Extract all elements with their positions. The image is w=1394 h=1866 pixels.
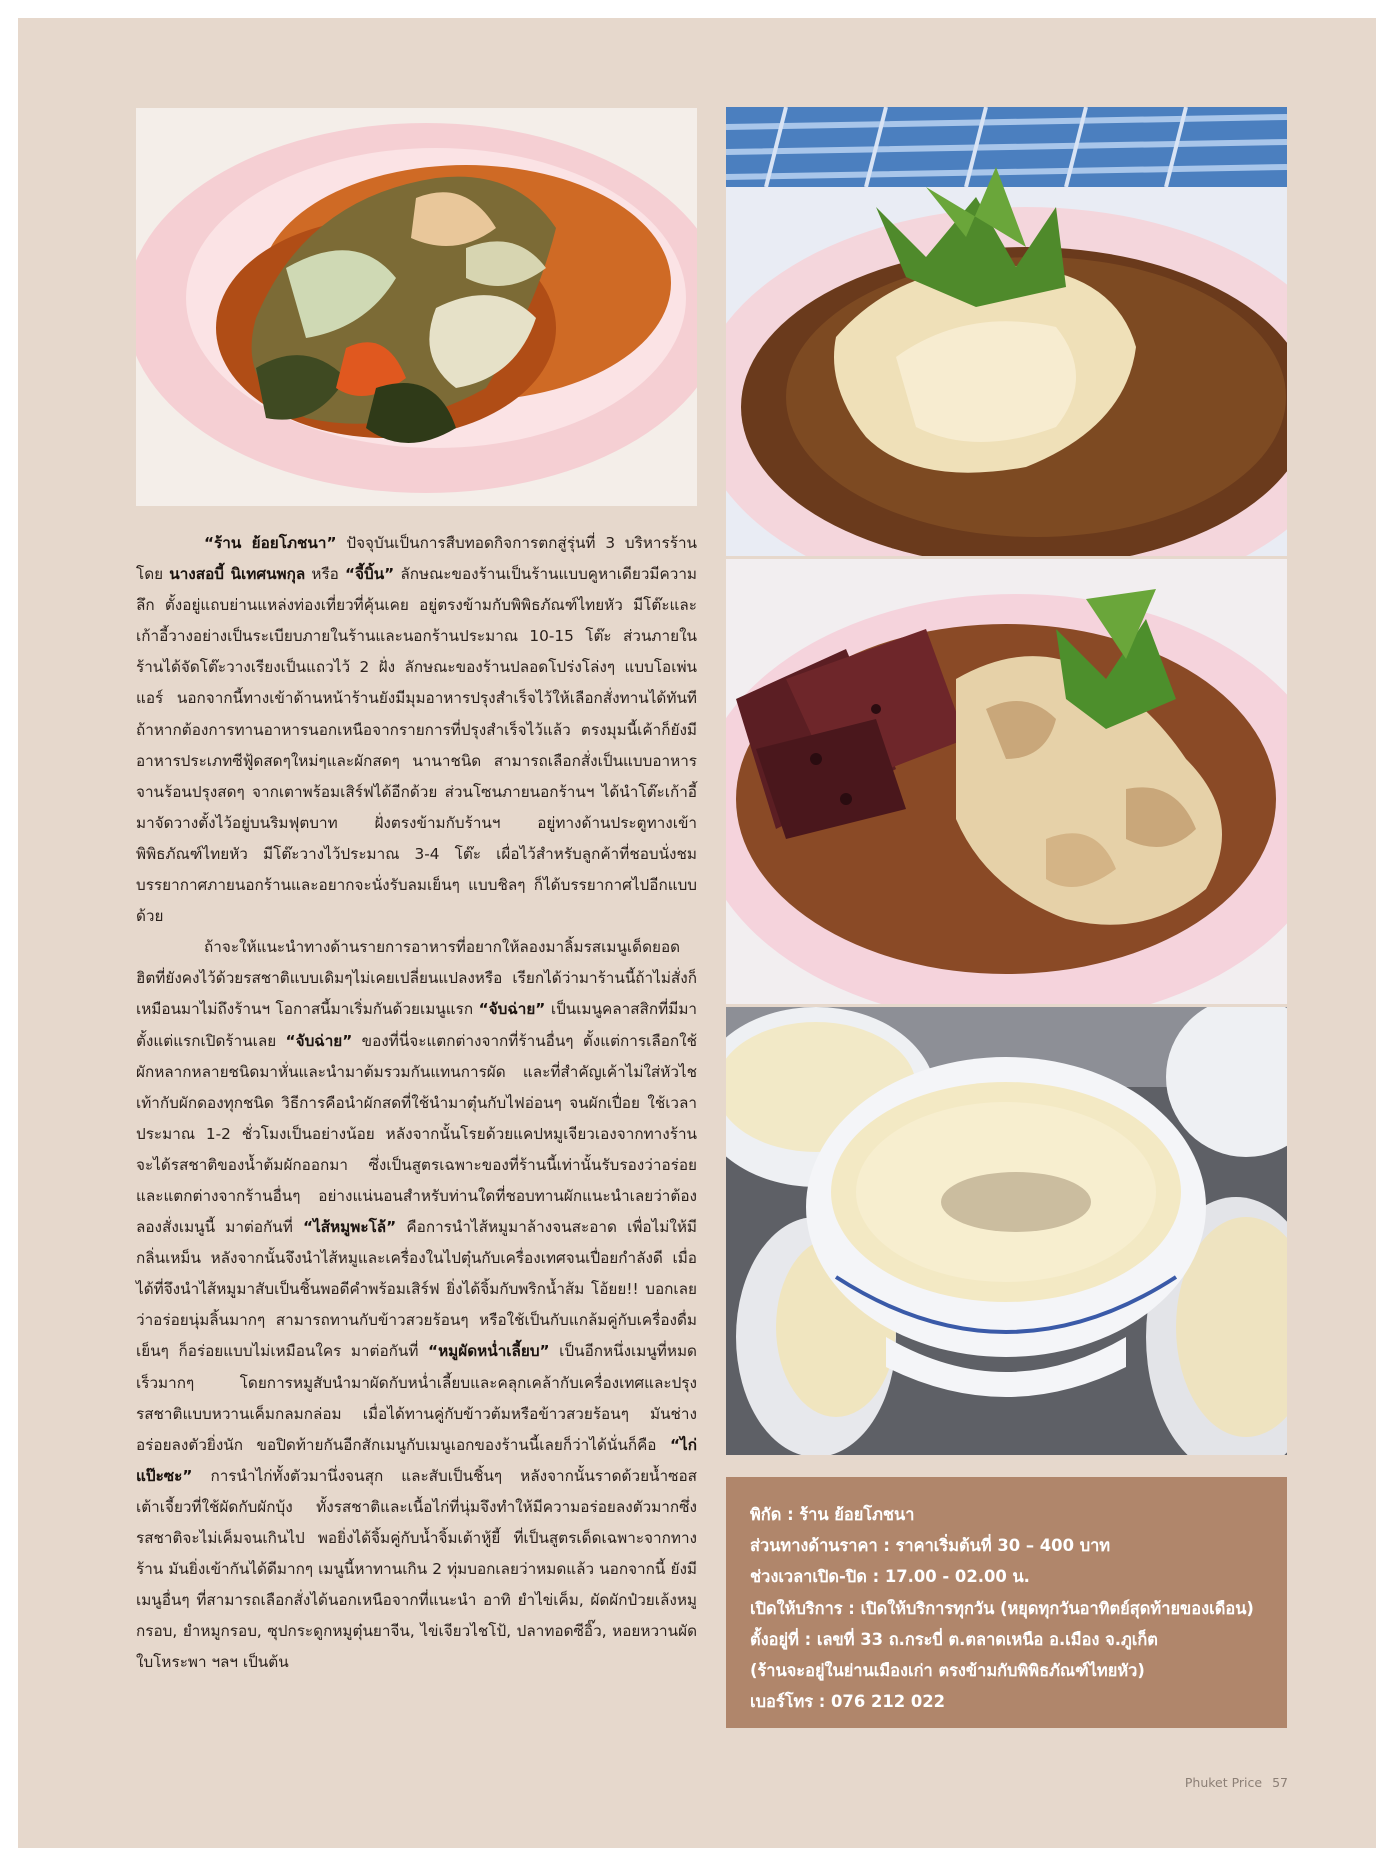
info-address-note: (ร้านจะอยู่ในย่านเมืองเก่า ตรงข้ามกับพิพิธภัณฑ์ไทยหัว) [750,1661,1145,1681]
info-hours: ช่วงเวลาเปิด-ปิด : 17.00 - 02.00 น. [750,1567,1030,1587]
menu-jab-chai-2: “จับฉ่าย” [285,1031,353,1050]
info-address: ตั้งอยู่ที่ : เลขที่ 33 ถ.กระบี่ ต.ตลาดเหนือ อ.เมือง จ.ภูเก็ต [750,1629,1158,1649]
magazine-name: Phuket Price [1184,1775,1263,1790]
info-coordinates: พิกัด : ร้าน ย้อยโภชนา [750,1505,915,1524]
owner-nickname-bold: “จี้บิ้น” [344,565,395,584]
page-footer [1160,1775,1288,1790]
paragraph-restaurant-intro: “ร้าน ย้อยโภชนา” ปัจจุบันเป็นการสืบทอดกิจการตกสู่รุ่นที่ 3 บริหารร้านโดย นางสอบี้ นิเทศนพกุล หรือ “จี้บิ้น” ลักษณะของร้านเป็นร้านแบบคูหาเดียวมีความลึก ตั้งอยู่แถบย่านแหล่งท่องเที่ยวที่คุ้นเคย อยู่ตรงข้ามกับพิพิธภัณฑ์ไทยหัว มีโต๊ะและเก้าอี้วางอย่างเป็นระเบียบภายในร้านและนอกร้านประมาณ 10-15 โต๊ะ ส่วนภายในร้านได้จัดโต๊ะวางเรียงเป็นแถวไว้ 2 ฝั่ง ลักษณะของร้านปลอดโปร่งโล่งๆ แบบโอเพ่นแอร์ นอกจากนี้ทางเข้าด้านหน้าร้านยังมีมุมอาหารปรุงสำเร็จไว้ให้เลือกสั่งทานได้ทันที ถ้าหากต้องการทานอาหารนอกเหนือจากรายการที่ปรุงสำเร็จไว้แล้ว ตรงมุมนี้เค้าก็ยังมีอาหารประเภทซีฟู้ดสดๆใหม่ๆและผักสดๆ นานาชนิด สามารถเลือกสั่งเป็นแบบอาหารจานร้อนปรุงสดๆ จากเตาพร้อมเสิร์ฟได้อีกด้วย ส่วนโซนภายนอกร้านฯ ได้นำโต๊ะเก้าอี้มาจัดวางตั้งไว้อยู่บนริมฟุตบาท ฝั่งตรงข้ามกับร้านฯ อยู่ทางด้านประตูทางเข้าพิพิธภัณฑ์ไทยหัว มีโต๊ะวางไว้ประมาณ 3-4 โต๊ะ เผื่อไว้สำหรับลูกค้าที่ชอบนั่งชมบรรยากาศภายนอกร้านและอยากจะนั่งรับลมเย็นๆ แบบชิลๆ ก็ได้บรรยากาศไปอีกแบบด้วย [136,534,697,926]
photo-jab-chai [136,108,697,506]
menu-jab-chai: “จับฉ่าย” [478,1000,546,1019]
restaurant-name-bold: “ร้าน ย้อยโภชนา” [204,534,337,552]
photo-chicken-pae-sa [726,107,1287,556]
photo-steamed-egg [726,1007,1287,1455]
menu-pork-nam-liap: “หมูผัดหน่ำเลี้ยบ” [428,1342,550,1361]
menu-pork-intestine: “ไส้หมูพะโล้” [303,1218,397,1237]
restaurant-info-box [726,1477,1287,1728]
paragraph-menu-recommendations: ถ้าจะให้แนะนำทางด้านรายการอาหารที่อยากให้ลองมาลิ้มรสเมนูเด็ดยอดฮิตที่ยังคงไว้ด้วยรสชาติแบบเดิมๆไม่เคยเปลี่ยนแปลงหรือ เรียกได้ว่ามาร้านนี้ถ้าไม่สั่งก็เหมือนมาไม่ถึงร้านฯ โอกาสนี้มาเริ่มกันด้วยเมนูแรก “จับฉ่าย” เป็นเมนูคลาสสิกที่มีมาตั้งแต่แรกเปิดร้านเลย “จับฉ่าย” ของที่นี่จะแตกต่างจากที่ร้านอื่นๆ ตั้งแต่การเลือกใช้ผักหลากหลายชนิดมาหั่นและนำมาต้มรวมกันแทนการผัด และที่สำคัญเค้าไม่ใส่หัวไชเท้ากับผักดองทุกชนิด วิธีการคือนำผักสดที่ใช้นำมาตุ๋นกับไฟอ่อนๆ จนผักเปื่อย ใช้เวลาประมาณ 1-2 ชั่วโมงเป็นอย่างน้อย หลังจากนั้นโรยด้วยแคปหมูเจียวเองจากทางร้าน จะได้รสชาติของน้ำต้มผักออกมา ซึ่งเป็นสูตรเฉพาะของที่ร้านนี้เท่านั้นรับรองว่าอร่อยและแตกต่างจากร้านอื่นๆ อย่างแน่นอนสำหรับท่านใดที่ชอบทานผักแนะนำเลยว่าต้องลองสั่งเมนูนี้ มาต่อกันที่ “ไส้หมูพะโล้” คือการนำไส้หมูมาล้างจนสะอาด เพื่อไม่ให้มีกลิ่นเหม็น หลังจากนั้นจึงนำไส้หมูและเครื่องในไปตุ๋นกับเครื่องเทศจนเปื่อยกำลังดี เมื่อได้ที่จึงนำไส้หมูมาสับเป็นชิ้นพอดีคำพร้อมเสิร์ฟ ยิ่งได้จิ้มกับพริกน้ำส้ม โอ้ยย!! บอกเลยว่าอร่อยนุ่มลิ้นมากๆ สามารถทานกับข้าวสวยร้อนๆ หรือใช้เป็นกับแกล้มคู่กับเครื่องดื่มเย็นๆ ก็อร่อยแบบไม่เหมือนใคร มาต่อกันที่ “หมูผัดหน่ำเลี้ยบ” เป็นอีกหนึ่งเมนูที่หมดเร็วมากๆ โดยการหมูสับนำมาผัดกับหน่ำเลี้ยบและคลุกเคล้ากับเครื่องเทศและปรุงรสชาติแบบหวานเค็มกลมกล่อม เมื่อได้ทานคู่กับข้าวต้มหรือข้าวสวยร้อนๆ มันช่างอร่อยลงตัวยิ่งนัก ขอปิดท้ายกันอีกสักเมนูกับเมนูเอกของร้านนี้เลยก็ว่าได้นั่นก็คือ “ไก่แป๊ะซะ” การนำไก่ทั้งตัวมานึ่งจนสุก และสับเป็นชิ้นๆ หลังจากนั้นราดด้วยน้ำซอสเต้าเจี้ยวที่ใช้ผัดกับผักบุ้ง ทั้งรสชาติและเนื้อไก่ที่นุ่มจึงทำให้มีความอร่อยลงตัวมากซึ่งรสชาติจะไม่เค็มจนเกินไป พอยิ่งได้จิ้มคู่กับน้ำจิ้มเต้าหู้ยี้ ที่เป็นสูตรเด็ดเฉพาะจากทางร้าน มันยิ่งเข้ากันได้ดีมากๆ เมนูนี้หาทานเกิน 2 ทุ่มบอกเลยว่าหมดแล้ว นอกจากนี้ ยังมีเมนูอื่นๆ ที่สามารถเลือกสั่งได้นอกเหนือจากที่แนะนำ อาทิ ยำไข่เค็ม, ผัดผักป๋วยเล้งหมูกรอบ, ยำหมูกรอบ, ซุปกระดูกหมูตุ๋นยาจีน, ไข่เจียวไชโป้, ปลาทอดซีอิ๊ว, หอยหวานผัดใบโหระพา ฯลฯ เป็นต้น [136,938,697,1672]
info-phone: เบอร์โทร : 076 212 022 [750,1692,946,1712]
page-number: 57 [1272,1775,1288,1790]
info-open-days: เปิดให้บริการ : เปิดให้บริการทุกวัน (หยุดทุกวันอาทิตย์สุดท้ายของเดือน) [750,1598,1254,1618]
photo-pork-intestine [726,559,1287,1004]
article-body [136,528,697,1678]
info-price: ส่วนทางด้านราคา : ราคาเริ่มต้นที่ 30 – 400 บาท [750,1536,1111,1556]
menu-kai-pae-sa: “ไก่แป๊ะซะ” [136,1435,697,1485]
owner-name-bold: นางสอบี้ นิเทศนพกุล [169,565,306,584]
